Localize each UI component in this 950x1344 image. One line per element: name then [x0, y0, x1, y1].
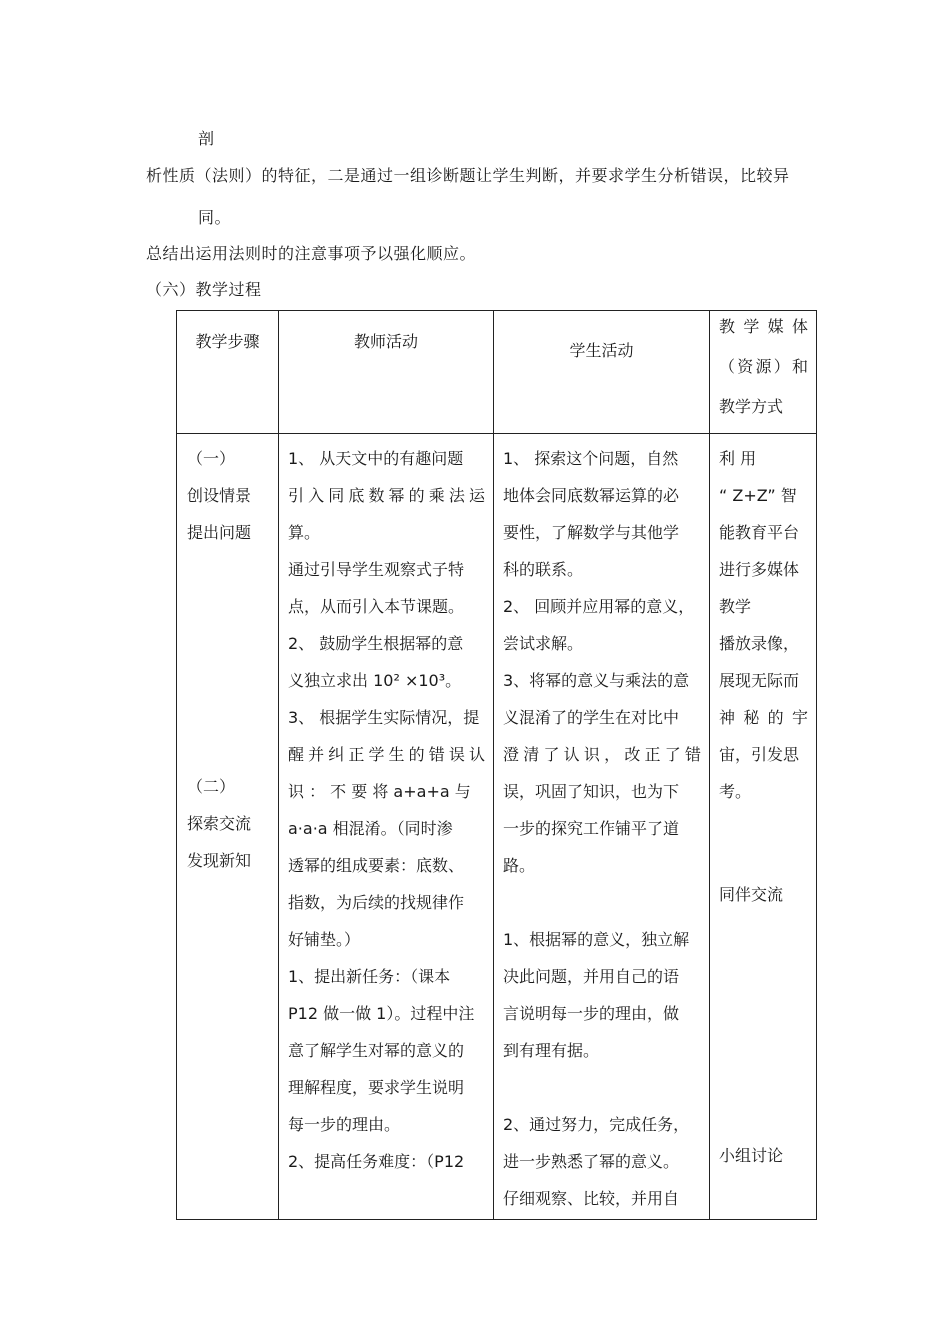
step1-line: （一）	[187, 449, 236, 468]
header-teacher: 教师活动	[353, 332, 418, 351]
media-line: 利 用	[719, 449, 757, 468]
teacher-line: 识 ： 不 要 将 a+a+a 与	[288, 782, 471, 801]
teacher-line: 义独立求出 10² ×10³。	[288, 671, 462, 690]
header-step: 教学步骤	[195, 332, 260, 351]
header-media-cell	[710, 311, 817, 434]
header-media-line: 教 学 媒 体	[719, 317, 808, 336]
step-cell	[177, 434, 279, 1220]
step1-line: 创设情景	[187, 486, 252, 505]
student-line: 尝试求解。	[503, 634, 584, 653]
header-step-cell	[177, 311, 279, 434]
media-line: 神 秘 的 宇	[719, 708, 808, 727]
student-line: 一步的探究工作铺平了道	[503, 819, 680, 838]
student-line: 地体会同底数幂运算的必	[503, 486, 680, 505]
media-line: 教学	[719, 597, 752, 616]
teacher-line: 3、 根据学生实际情况，提	[288, 708, 480, 727]
student-line: 1、 探索这个问题，自然	[503, 449, 679, 468]
student-line: 进一步熟悉了幂的意义。	[503, 1152, 680, 1171]
student-activity-cell	[494, 434, 710, 1220]
student-line: 3、将幂的意义与乘法的意	[503, 671, 690, 690]
teacher-line: 1、 从天文中的有趣问题	[288, 449, 464, 468]
teacher-line: 醒并纠正学生的错误认	[288, 745, 485, 764]
student-line: 仔细观察、比较，并用自	[503, 1189, 680, 1208]
table-body-row	[177, 434, 817, 1220]
header-student-cell	[494, 311, 710, 434]
teacher-activity-cell	[279, 434, 494, 1220]
media-line: 展现无际而	[719, 671, 800, 690]
step1-line: 提出问题	[187, 523, 252, 542]
teacher-line: a·a·a 相混淆。（同时渗	[288, 819, 453, 838]
teacher-line: 意了解学生对幂的意义的	[288, 1041, 465, 1060]
student-line: 科的联系。	[503, 560, 584, 579]
media-line: 播放录像，	[719, 634, 800, 653]
teacher-line: 通过引导学生观察式子特	[288, 560, 465, 579]
teacher-line: 好铺垫。）	[288, 930, 361, 949]
step2-line: （二）	[187, 777, 236, 796]
media-line: 考。	[719, 782, 752, 801]
intro-line-3: 同。	[198, 208, 232, 227]
table-header-row	[177, 311, 817, 434]
teacher-line: P12 做一做 1）。过程中注	[288, 1004, 475, 1023]
student-line	[503, 884, 701, 921]
teacher-line: 透幂的组成要素：底数、	[288, 856, 465, 875]
student-line: 言说明每一步的理由，做	[503, 1004, 680, 1023]
header-media-line: （资源）和	[719, 357, 808, 376]
teacher-line: 理解程度，要求学生说明	[288, 1078, 465, 1097]
student-line	[503, 1069, 701, 1106]
header-media-line: 教学方式	[719, 397, 784, 416]
teacher-line: 1、提出新任务：（课本	[288, 967, 451, 986]
teaching-process-table	[176, 310, 817, 1220]
student-line: 义混淆了的学生在对比中	[503, 708, 680, 727]
intro-line-4: 总结出运用法则时的注意事项予以强化顺应。	[146, 244, 477, 263]
media-line: 能教育平台	[719, 523, 800, 542]
teacher-line: 2、 鼓励学生根据幂的意	[288, 634, 464, 653]
student-line: 误，巩固了知识，也为下	[503, 782, 680, 801]
student-line: 1、根据幂的意义，独立解	[503, 930, 690, 949]
media-group-discussion: 小组讨论	[719, 1146, 784, 1165]
section-heading: （六）教学过程	[146, 280, 262, 299]
student-line: 澄清了认识，改正了错	[503, 745, 701, 764]
teacher-line: 算。	[288, 523, 321, 542]
teacher-line: 引入同底数幂的乘法运	[288, 486, 485, 505]
student-line: 2、通过努力，完成任务，	[503, 1115, 690, 1134]
step2-line: 探索交流	[187, 814, 252, 833]
student-line: 路。	[503, 856, 536, 875]
step2-line: 发现新知	[187, 851, 252, 870]
teacher-line: 指数，为后续的找规律作	[288, 893, 465, 912]
teacher-line: 2、提高任务难度：（P12	[288, 1152, 465, 1171]
student-line: 决此问题，并用自己的语	[503, 967, 680, 986]
student-line: 到有理有据。	[503, 1041, 600, 1060]
media-cell	[710, 434, 817, 1220]
teacher-line: 每一步的理由。	[288, 1115, 401, 1134]
student-line: 2、 回顾并应用幂的意义，	[503, 597, 695, 616]
student-line: 要性，了解数学与其他学	[503, 523, 680, 542]
header-student: 学生活动	[569, 341, 634, 360]
media-line: “ Z+Z” 智	[719, 486, 797, 505]
teacher-line: 点，从而引入本节课题。	[288, 597, 465, 616]
media-line: 宙，引发思	[719, 745, 800, 764]
intro-line-1: 剖	[198, 129, 215, 148]
media-peer-exchange: 同伴交流	[719, 885, 784, 904]
header-teacher-cell	[279, 311, 494, 434]
intro-line-2: 析性质（法则）的特征，二是通过一组诊断题让学生判断，并要求学生分析错误，比较异	[146, 166, 790, 185]
media-line: 进行多媒体	[719, 560, 800, 579]
